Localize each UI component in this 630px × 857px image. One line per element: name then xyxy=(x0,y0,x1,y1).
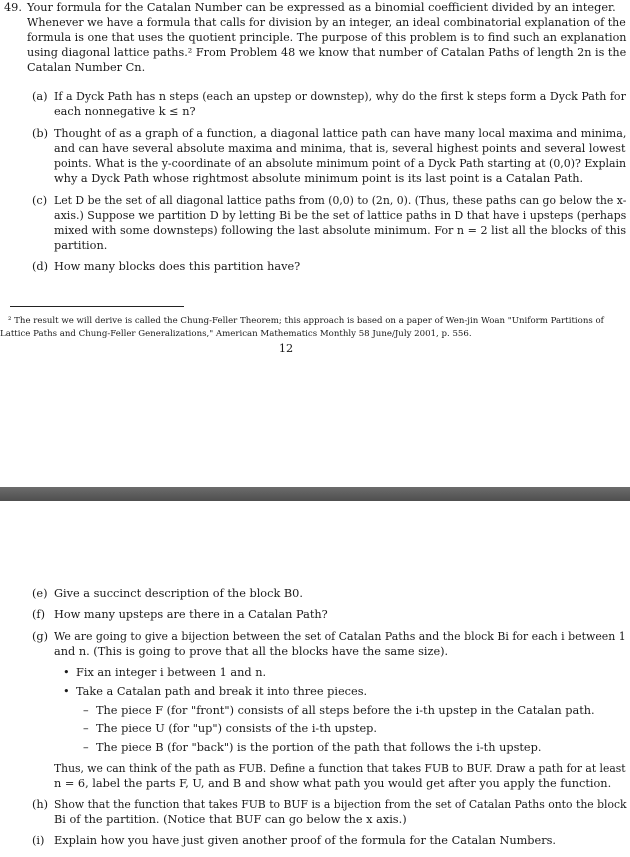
part-line: Thought of as a graph of a function, a diagonal lattice path can have many local maxima and minima, xyxy=(54,127,627,140)
bullet-icon: • xyxy=(63,666,70,679)
footnote-rule xyxy=(10,306,184,307)
dash-item: The piece F (for "front") consists of all steps before the i-th upstep in the Catalan path. xyxy=(96,704,595,717)
part-line: Show that the function that takes FUB to BUF is a bijection from the set of Catalan Paths onto the block xyxy=(54,798,627,811)
part-line: and can have several absolute maxima and minima, that is, several highest points and several lowest xyxy=(54,142,626,155)
bullet-item: Fix an integer i between 1 and n. xyxy=(76,666,267,679)
part-line: How many upsteps are there in a Catalan Path? xyxy=(54,608,328,621)
part-line: Give a succinct description of the block B0. xyxy=(54,587,303,600)
dash-icon: – xyxy=(83,741,89,754)
part-line: We are going to give a bijection between the set of Catalan Paths and the block Bi for each i between 1 xyxy=(54,630,626,643)
part-line: why a Dyck Path whose rightmost absolute minimum point is its last point is a Catalan Path. xyxy=(54,172,584,185)
page-separator xyxy=(0,487,630,501)
part-line: Explain how you have just given another proof of the formula for the Catalan Numbers. xyxy=(54,834,557,847)
part-line: If a Dyck Path has n steps (each an upstep or downstep), why do the first k steps form a Dyck Path for xyxy=(54,90,626,103)
part-line: points. What is the y-coordinate of an absolute minimum point of a Dyck Path starting at (0,0)? Explain xyxy=(54,157,627,170)
dash-item: The piece U (for "up") consists of the i-th upstep. xyxy=(96,722,378,735)
part-line: Let D be the set of all diagonal lattice paths from (0,0) to (2n, 0). (Thus, these paths can go below the x- xyxy=(54,194,627,207)
intro-line: using diagonal lattice paths.² From Problem 48 we know that number of Catalan Paths of length 2n is the xyxy=(27,46,627,59)
part-line: each nonnegative k ≤ n? xyxy=(54,105,196,118)
part-label: (b) xyxy=(32,127,49,140)
part-line: axis.) Suppose we partition D by letting Bi be the set of lattice paths in D that have i upsteps (perhaps xyxy=(54,209,627,222)
part-line: n = 6, label the parts F, U, and B and show what path you would get after you apply the function. xyxy=(54,777,612,790)
part-label: (f) xyxy=(32,608,45,621)
part-label: (d) xyxy=(32,260,49,273)
part-label: (e) xyxy=(32,587,48,600)
part-label: (g) xyxy=(32,630,49,643)
bullet-icon: • xyxy=(63,685,70,698)
footnote-line: ² The result we will derive is called the Chung-Feller Theorem; this approach is based on a paper of Wen-jin Woan "Uniform Partitions of xyxy=(8,316,604,326)
part-line: and n. (This is going to prove that all the blocks have the same size). xyxy=(54,645,449,658)
part-line: How many blocks does this partition have? xyxy=(54,260,301,273)
part-line: Thus, we can think of the path as FUB. Define a function that takes FUB to BUF. Draw a path for at least xyxy=(54,762,626,775)
bullet-item: Take a Catalan path and break it into three pieces. xyxy=(76,685,368,698)
intro-line: formula is one that uses the quotient principle. The purpose of this problem is to find such an explanation xyxy=(27,31,627,44)
dash-item: The piece B (for "back") is the portion of the path that follows the i-th upstep. xyxy=(96,741,542,754)
part-label: (a) xyxy=(32,90,48,103)
intro-line: Your formula for the Catalan Number can be expressed as a binomial coefficient divided by an integer. xyxy=(27,1,616,14)
part-label: (h) xyxy=(32,798,49,811)
dash-icon: – xyxy=(83,704,89,717)
footnote-line: Lattice Paths and Chung-Feller Generalizations," American Mathematics Monthly 58 June/July 2001, p. 556. xyxy=(0,329,472,339)
part-line: Bi of the partition. (Notice that BUF can go below the x axis.) xyxy=(54,813,407,826)
part-line: partition. xyxy=(54,239,108,252)
intro-line: Catalan Number Cn. xyxy=(27,61,146,74)
page-number: 12 xyxy=(278,342,294,355)
part-label: (c) xyxy=(32,194,48,207)
intro-line: Whenever we have a formula that calls for division by an integer, an ideal combinatorial explanation of the xyxy=(27,16,626,29)
dash-icon: – xyxy=(83,722,89,735)
part-label: (i) xyxy=(32,834,45,847)
problem-number: 49. xyxy=(4,1,22,14)
document-page-2 xyxy=(0,501,630,857)
part-line: mixed with some downsteps) following the last absolute minimum. For n = 2 list all the blocks of this xyxy=(54,224,627,237)
